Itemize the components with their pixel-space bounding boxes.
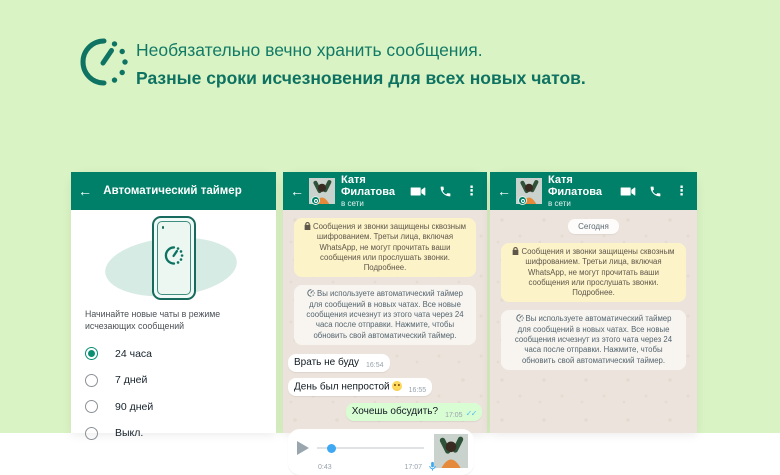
option-label: 24 часа	[115, 347, 152, 360]
voice-sender-avatar	[434, 434, 468, 468]
settings-title: Автоматический таймер	[103, 185, 242, 197]
voice-call-icon[interactable]	[649, 185, 662, 198]
voice-progress-knob[interactable]	[327, 444, 336, 453]
read-receipt-icon: ✓✓	[465, 409, 476, 419]
menu-icon[interactable]: ⋮	[465, 183, 478, 198]
timer-banner-text: Вы используете автоматический таймер для сообщений в новых чатах. Все новые сообщения исчезнут из этого чата через 24 часа после отправки. Нажмите, чтобы обновить свой автоматический таймер.	[514, 314, 673, 365]
chat-area	[490, 210, 697, 433]
timer-small-icon	[516, 314, 524, 322]
phone-graphic-screen	[157, 221, 191, 295]
contact-name: Катя Филатова	[548, 173, 602, 199]
disappearing-timer-icon	[78, 36, 130, 88]
video-call-icon[interactable]	[410, 186, 426, 197]
message-text: Врать не буду	[294, 356, 360, 368]
voice-message	[288, 429, 474, 475]
option-90d[interactable]	[85, 394, 276, 421]
phone-graphic	[152, 216, 196, 300]
contact-avatar[interactable]	[309, 178, 335, 204]
message-outgoing	[346, 403, 482, 421]
hero-subtitle: Необязательно вечно хранить сообщения.	[136, 40, 483, 60]
mic-icon	[427, 460, 438, 473]
contact-name: Катя Филатова	[341, 173, 395, 199]
header-actions	[410, 183, 478, 199]
timer-banner[interactable]	[294, 285, 476, 344]
avatar-timer-badge-icon	[311, 196, 320, 205]
video-call-icon[interactable]	[620, 186, 636, 197]
contact-info[interactable]	[548, 174, 620, 208]
camera-dot	[162, 226, 165, 229]
voice-progress-track[interactable]	[317, 447, 424, 449]
timer-small-icon	[307, 289, 315, 297]
voice-duration: 0:43	[318, 464, 332, 472]
radio-icon[interactable]	[85, 374, 98, 387]
chat-area	[283, 210, 487, 472]
hero-title: Разные сроки исчезновения для всех новых чатов.	[136, 68, 586, 88]
menu-icon[interactable]: ⋮	[675, 183, 688, 198]
option-off[interactable]	[85, 420, 276, 447]
voice-call-icon[interactable]	[439, 185, 452, 198]
lock-icon	[304, 222, 311, 230]
message-text: Хочешь обсудить?	[351, 406, 439, 418]
contact-status: в сети	[548, 199, 571, 209]
option-label: Выкл.	[115, 427, 144, 440]
chat-header	[490, 172, 697, 210]
lock-icon	[512, 247, 519, 255]
timer-options	[85, 341, 276, 447]
timer-icon	[164, 246, 184, 271]
e2e-banner[interactable]	[294, 218, 476, 277]
back-arrow-icon[interactable]: ←	[290, 183, 304, 199]
e2e-banner-text: Сообщения и звонки защищены сквозным шифрованием. Третьи лица, включая WhatsApp, не могут прочитать ваши сообщения или прослушать звонки. Подробнее.	[521, 247, 675, 298]
e2e-banner-text: Сообщения и звонки защищены сквозным шифрованием. Третьи лица, включая WhatsApp, не могут прочитать ваши сообщения или прослушать звонки. Подробнее.	[312, 222, 467, 273]
pensive-face-emoji	[392, 381, 402, 391]
message-incoming	[288, 378, 432, 397]
radio-icon[interactable]	[85, 427, 98, 440]
radio-selected-icon[interactable]	[85, 347, 98, 360]
back-arrow-icon[interactable]: ←	[78, 183, 92, 199]
message-incoming	[288, 354, 390, 372]
message-time: 17:05	[445, 411, 463, 419]
message-list	[283, 345, 487, 475]
date-chip: Сегодня	[568, 219, 619, 234]
avatar-timer-badge-icon	[518, 196, 527, 205]
timer-banner[interactable]	[501, 310, 686, 369]
option-label: 7 дней	[115, 374, 148, 387]
option-24h[interactable]	[85, 341, 276, 368]
option-label: 90 дней	[115, 400, 154, 413]
header-actions	[620, 183, 688, 199]
message-time: 16:54	[366, 362, 384, 370]
screen-chat-new	[490, 172, 697, 433]
option-7d[interactable]	[85, 367, 276, 394]
hero-text	[136, 40, 586, 89]
screen-chat-active	[283, 172, 487, 472]
timer-caption: Начинайте новые чаты в режиме исчезающих сообщений	[85, 309, 221, 332]
message-text: День был непростой	[294, 381, 390, 393]
play-icon[interactable]	[297, 441, 309, 455]
contact-avatar[interactable]	[516, 178, 542, 204]
contact-status: в сети	[341, 199, 364, 209]
back-arrow-icon[interactable]: ←	[497, 183, 511, 199]
screen-auto-timer	[71, 172, 276, 440]
e2e-banner[interactable]	[501, 243, 686, 302]
timer-banner-text: Вы используете автоматический таймер для сообщений в новых чатах. Все новые сообщения исчезнут из этого чата через 24 часа после отправки. Нажмите, чтобы обновить свой автоматический таймер.	[306, 289, 464, 340]
voice-time: 17:07	[404, 464, 422, 472]
timer-illustration	[71, 214, 276, 302]
radio-icon[interactable]	[85, 400, 98, 413]
message-time: 16:55	[408, 386, 427, 394]
chat-header	[283, 172, 487, 210]
contact-info[interactable]	[341, 174, 410, 208]
settings-header	[71, 172, 276, 210]
